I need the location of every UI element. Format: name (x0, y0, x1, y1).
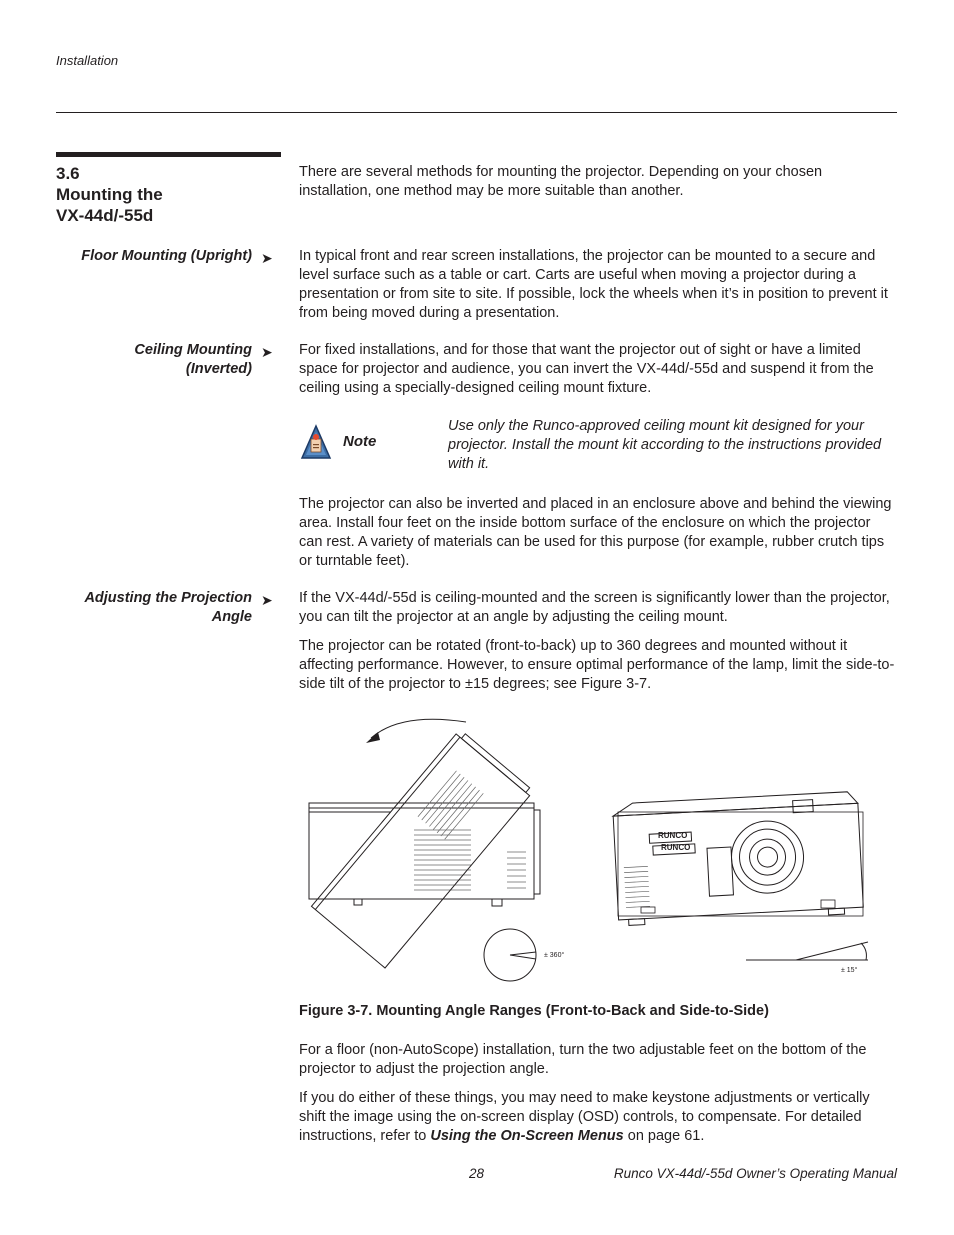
floor-mounting-heading: Floor Mounting (Upright) (81, 248, 252, 264)
keystone-paragraph (299, 1089, 897, 1146)
ceiling-heading-line2: (Inverted) (185, 361, 252, 377)
running-header: Installation (56, 53, 119, 68)
tilt-label: ± 15° (841, 967, 858, 974)
keystone-text-before: If you do either of these things, you may need to make keystone adjustments or vertically shift the image using the on-screen display (OSD) controls, to compensate. For detailed instructions, refer to (299, 1090, 870, 1144)
section-title (56, 163, 276, 226)
figure-3-7 (296, 712, 876, 987)
section-title-line2: VX-44d/-55d (56, 206, 154, 225)
arrow-icon: ➤ (261, 250, 273, 266)
note-text: Use only the Runco-approved ceiling mount kit designed for your projector. Install the mount kit according to the instructions provided with it. (448, 418, 882, 472)
angle-heading-line1: Adjusting the Projection (84, 590, 252, 606)
rotated-projector (311, 729, 533, 968)
tilt-range-icon (746, 942, 868, 960)
section-bar (56, 152, 281, 157)
angle-paragraph-1: If the VX-44d/-55d is ceiling-mounted and the screen is significantly lower than the projector, you can tilt the projector at an angle by adjusting the ceiling mount. (299, 590, 890, 625)
arrow-icon: ➤ (261, 592, 273, 608)
rotation-label: ± 360° (544, 952, 565, 959)
footer-title: Runco VX-44d/-55d Owner’s Operating Manual (613, 1166, 897, 1181)
ceiling-heading-line1: Ceiling Mounting (134, 342, 252, 358)
header-rule (56, 112, 897, 113)
section-title-line1: Mounting the (56, 185, 163, 204)
side-view-projector (309, 803, 540, 906)
angle-paragraph-2: The projector can be rotated (front-to-back) up to 360 degrees and mounted without it affecting performance. However, to ensure optimal performance of the lamp, limit the side-to-side tilt of the projector to ±15 degrees; see Figure 3-7. (299, 638, 895, 692)
floor-adjust-paragraph: For a floor (non-AutoScope) installation, turn the two adjustable feet on the bottom of the projector to adjust the projection angle. (299, 1042, 867, 1077)
figure-caption: Figure 3-7. Mounting Angle Ranges (Front-to-Back and Side-to-Side) (299, 1003, 769, 1019)
note-label: Note (343, 433, 377, 450)
front-view-projector (613, 791, 864, 926)
angle-heading-line2: Angle (211, 609, 252, 625)
rotation-range-icon (484, 929, 536, 981)
runco-logo-top: RUNCO (658, 831, 688, 840)
ceiling-mounting-paragraph: For fixed installations, and for those that want the projector out of sight or have a limited space for projector and audience, you can invert the VX-44d/-55d and suspend it from the ceiling using a specially-designed ceiling mount fixture. (299, 342, 874, 396)
floor-mounting-paragraph: In typical front and rear screen installations, the projector can be mounted to a secure and level surface such as a table or cart. Carts are useful when moving a projector during a presentation or from site to site. If possible, lock the wheels when it’s in position to prevent it from being moved during a presentation. (299, 248, 888, 321)
keystone-text-after: on page 61. (623, 1128, 705, 1144)
ceiling-mounting-heading (32, 341, 252, 379)
enclosure-paragraph: The projector can also be inverted and placed in an enclosure above and behind the viewing area. Install four feet on the inside bottom surface of the enclosure on which the projector can rest. A variety of materials can be used for this purpose (for example, rubber crutch tips or turntable feet). (299, 496, 892, 569)
projection-angle-heading (32, 589, 252, 627)
intro-paragraph: There are several methods for mounting the projector. Depending on your chosen installation, one method may be more suitable than another. (299, 164, 823, 199)
section-number: 3.6 (56, 164, 80, 183)
runco-logo-bottom: RUNCO (661, 843, 691, 852)
page-number: 28 (469, 1166, 485, 1181)
osd-menus-link[interactable]: Using the On-Screen Menus (430, 1128, 624, 1144)
note-icon (300, 424, 332, 460)
arrow-icon: ➤ (261, 344, 273, 360)
